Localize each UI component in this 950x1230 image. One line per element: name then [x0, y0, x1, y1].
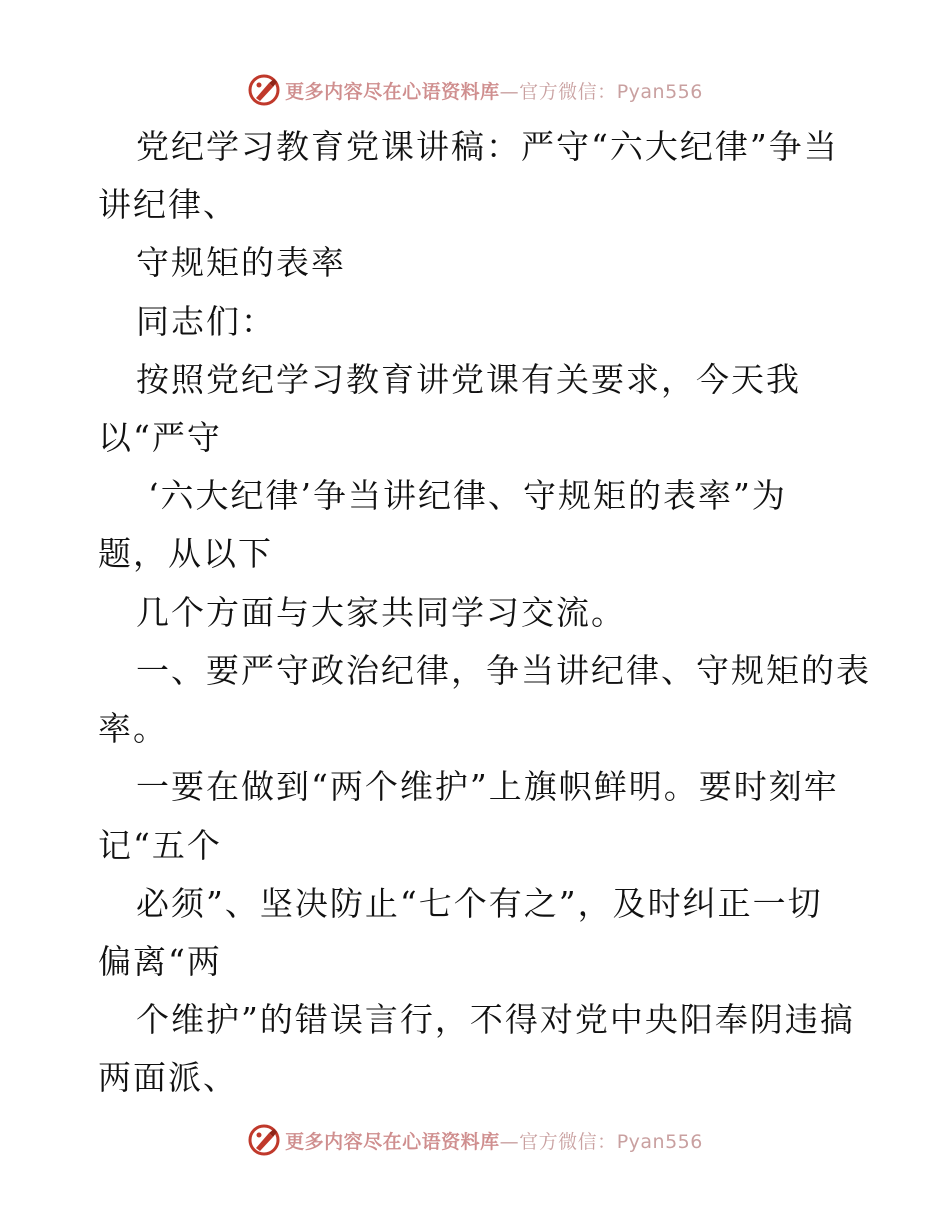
footer-banner-main: 更多内容尽在心语资料库	[285, 1130, 500, 1153]
paragraph-line: 题，从以下	[98, 534, 273, 573]
header-banner-wechat: Pyan556	[616, 80, 703, 103]
header-banner-dash: —	[499, 80, 520, 103]
footer-banner-wechat: Pyan556	[616, 1130, 703, 1153]
header-banner-sub: 官方微信：	[519, 80, 617, 103]
paragraph-line: 按照党纪学习教育讲党课有关要求，今天我	[136, 360, 801, 399]
section-heading-line: 率。	[98, 709, 168, 748]
paragraph-line: 两面派、	[98, 1058, 238, 1097]
footer-banner-text	[285, 1127, 703, 1154]
paragraph-line: ‘六大纪律’争当讲纪律、守规矩的表率”为	[148, 476, 787, 515]
paragraph-line: 必须”、坚决防止“七个有之”，及时纠正一切	[136, 884, 823, 923]
footer-banner-sub: 官方微信：	[519, 1130, 617, 1153]
salutation: 同志们：	[136, 302, 276, 341]
paragraph-line: 个维护”的错误言行，不得对党中央阳奉阴违搞	[136, 1000, 855, 1039]
footer-banner-dash: —	[499, 1130, 520, 1153]
paragraph-line: 以“严守	[98, 418, 222, 457]
header-banner-main: 更多内容尽在心语资料库	[285, 80, 500, 103]
footer-banner	[0, 1120, 950, 1160]
pen-logo-icon	[247, 1123, 281, 1157]
title-line-1: 党纪学习教育党课讲稿：严守“六大纪律”争当	[136, 127, 839, 166]
section-heading-line: 一、要严守政治纪律，争当讲纪律、守规矩的表	[136, 651, 871, 690]
paragraph-line: 偏离“两	[98, 942, 222, 981]
paragraph-line: 一要在做到“两个维护”上旗帜鲜明。要时刻牢	[136, 767, 839, 806]
paragraph-line: 记“五个	[98, 826, 222, 865]
paragraph-line: 几个方面与大家共同学习交流。	[136, 593, 626, 632]
title-line-2: 讲纪律、	[98, 185, 238, 224]
title-line-3: 守规矩的表率	[136, 243, 346, 282]
